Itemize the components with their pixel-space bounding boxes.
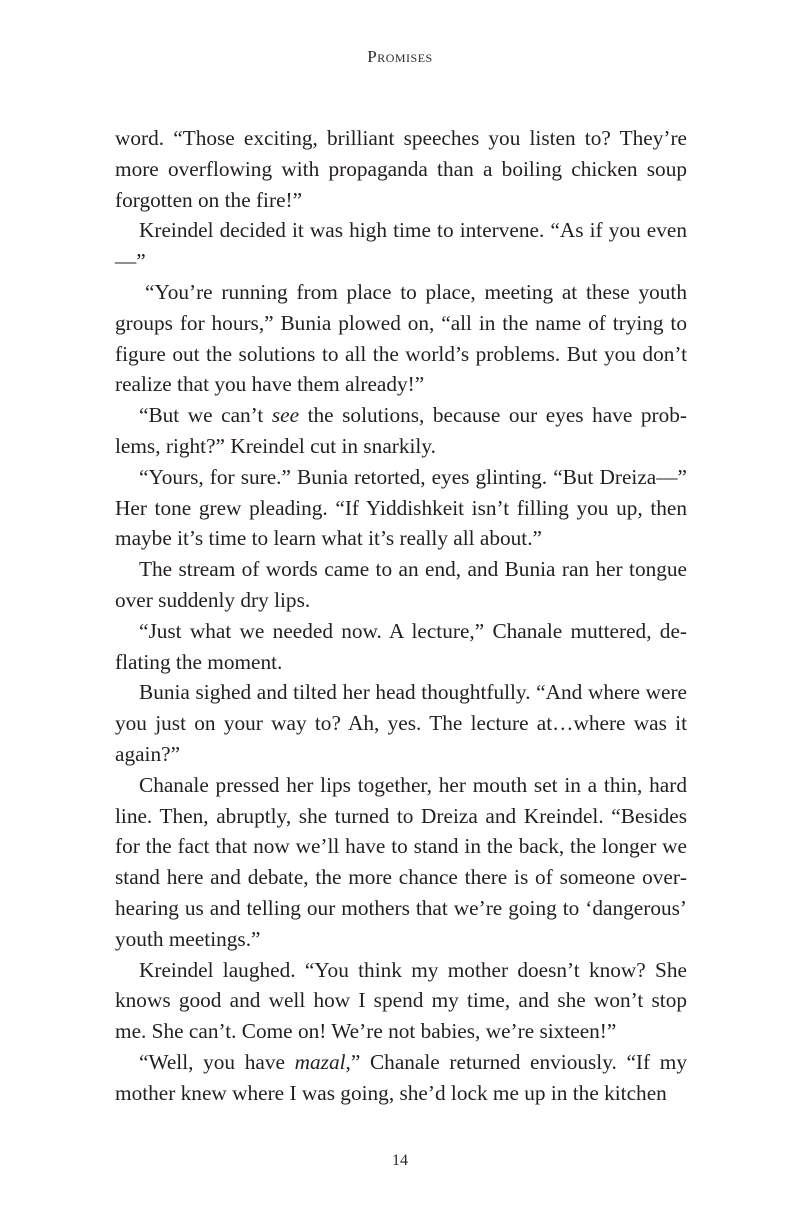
body-text: [115, 123, 687, 1109]
paragraph: “You’re running from place to place, meeting at these youth groups for hours,” Bunia plowed on, “all in the name of trying to figure out the solutions to all the world’s problems. But you don’t realize that you have them already!”: [115, 279, 687, 397]
paragraph: word. “Those exciting, brilliant speeches you listen to? They’re more overflowing with propaganda than a boiling chicken soup forgotten on the fire!”: [115, 126, 687, 212]
paragraph-text: “But we can’t: [139, 403, 272, 428]
paragraph: Kreindel decided it was high time to intervene. “As if you even—”: [115, 218, 687, 274]
emphasis: see: [271, 403, 300, 428]
paragraph: [115, 1047, 687, 1109]
paragraph-text: the solutions, because our eyes have problems, right?” Kreindel cut in snarkily.: [115, 403, 687, 458]
paragraph: “Yours, for sure.” Bunia retorted, eyes glinting. “But Dreiza—” Her tone grew pleading. “If Yiddishkeit isn’t filling you up, then maybe it’s time to learn what it’s really all about.”: [115, 464, 687, 551]
paragraph-text: “Well, you have: [139, 1049, 295, 1074]
paragraph: Kreindel laughed. “You think my mother doesn’t know? She knows good and well how I spend my time, and she won’t stop me. She can’t. Come on! We’re not babies, we’re sixteen!”: [115, 957, 687, 1044]
page-number: 14: [392, 1152, 408, 1169]
paragraph: Bunia sighed and tilted her head thoughtfully. “And where were you just on your way to? Ah, yes. The lecture at…where was it again?”: [115, 680, 687, 766]
paragraph: Chanale pressed her lips together, her mouth set in a thin, hard line. Then, abruptly, she turned to Dreiza and Kreindel. “Besides for the fact that now we’ll have to stand in the back, the longer we stand here and debate, the more chance there is of someone overhearing us and telling our mothers that we’re going to ‘dangerous’ youth meetings.”: [115, 772, 687, 951]
running-head: Promises: [367, 47, 433, 66]
paragraph: The stream of words came to an end, and Bunia ran her tongue over suddenly dry lips.: [115, 557, 687, 612]
emphasis: mazal: [294, 1049, 346, 1074]
paragraph: [115, 400, 687, 462]
paragraph: “Just what we needed now. A lecture,” Chanale muttered, deflating the moment.: [115, 618, 687, 674]
paragraph-text: ,” Chanale returned enviously. “If my mother knew where I was going, she’d lock me up in the kitchen: [115, 1049, 687, 1105]
